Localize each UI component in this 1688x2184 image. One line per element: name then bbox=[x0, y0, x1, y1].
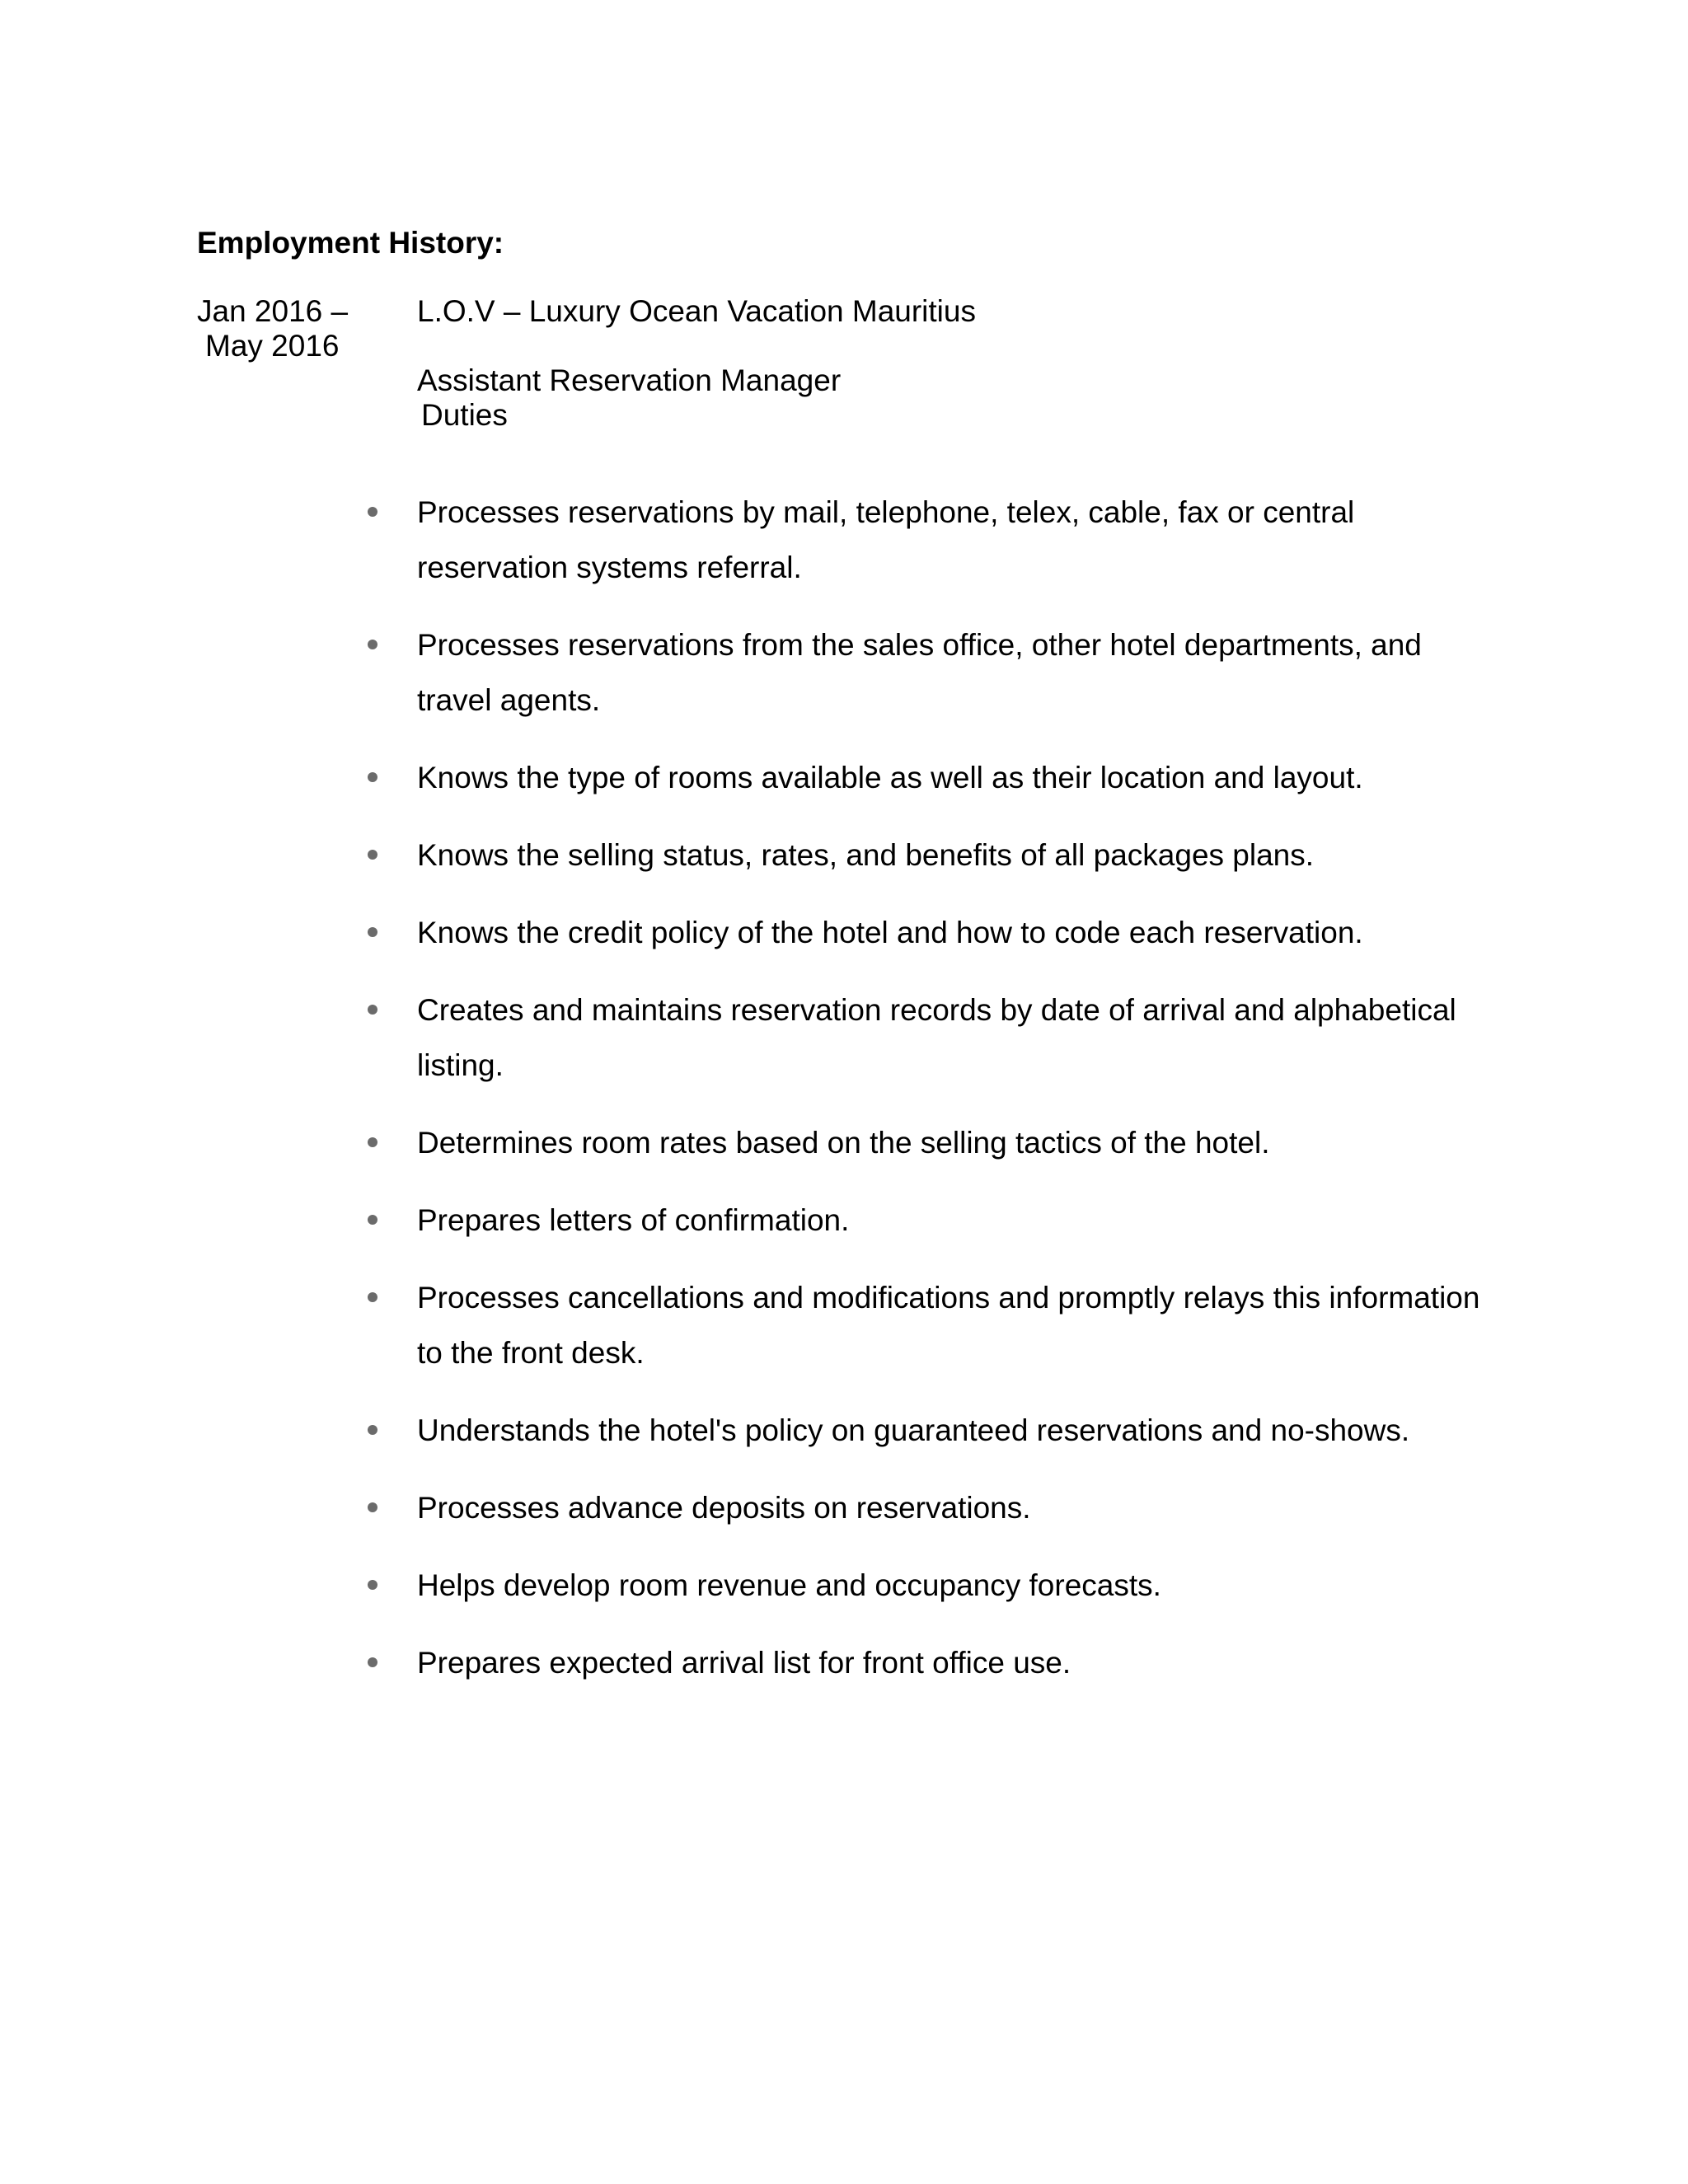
duty-item bbox=[417, 905, 1489, 960]
bullet-icon bbox=[368, 1137, 377, 1147]
duty-item bbox=[417, 1403, 1489, 1458]
bullet-icon bbox=[368, 1425, 377, 1435]
duty-item bbox=[417, 1193, 1489, 1248]
duty-text: Understands the hotel's policy on guaranteed reservations and no-shows. bbox=[417, 1413, 1410, 1447]
duty-text: Creates and maintains reservation records by date of arrival and alphabetical listing. bbox=[417, 993, 1456, 1082]
duty-item bbox=[417, 1480, 1489, 1535]
bullet-icon bbox=[368, 640, 377, 649]
bullet-icon bbox=[368, 850, 377, 860]
bullet-icon bbox=[368, 1502, 377, 1512]
duty-item bbox=[417, 982, 1489, 1093]
bullet-icon bbox=[368, 1292, 377, 1302]
bullet-icon bbox=[368, 1580, 377, 1590]
duty-item bbox=[417, 827, 1489, 883]
duty-text: Knows the selling status, rates, and benefits of all packages plans. bbox=[417, 838, 1315, 872]
duty-item bbox=[417, 1635, 1489, 1690]
duty-text: Processes reservations from the sales office, other hotel departments, and travel agents. bbox=[417, 628, 1422, 717]
duty-text: Prepares expected arrival list for front office use. bbox=[417, 1646, 1071, 1680]
duty-item bbox=[417, 617, 1489, 728]
duty-item bbox=[417, 1115, 1489, 1170]
duty-text: Knows the credit policy of the hotel and how to code each reservation. bbox=[417, 916, 1363, 949]
bullet-icon bbox=[368, 927, 377, 937]
bullet-icon bbox=[368, 507, 377, 517]
bullet-icon bbox=[368, 1657, 377, 1667]
date-end: May 2016 bbox=[205, 329, 340, 363]
duty-text: Prepares letters of confirmation. bbox=[417, 1203, 850, 1237]
duty-text: Knows the type of rooms available as well as their location and layout. bbox=[417, 761, 1363, 794]
duty-item bbox=[417, 1558, 1489, 1613]
bullet-icon bbox=[368, 1215, 377, 1225]
job-title: Assistant Reservation Manager bbox=[417, 363, 842, 397]
duties-label: Duties bbox=[421, 398, 508, 432]
employment-history-heading: Employment History: bbox=[197, 226, 504, 260]
bullet-icon bbox=[368, 1005, 377, 1015]
employer-name: L.O.V – Luxury Ocean Vacation Mauritius bbox=[417, 294, 976, 328]
date-start: Jan 2016 – bbox=[197, 294, 349, 328]
duty-item bbox=[417, 1270, 1489, 1380]
duty-text: Processes advance deposits on reservations. bbox=[417, 1491, 1031, 1525]
bullet-icon bbox=[368, 772, 377, 782]
duty-text: Processes reservations by mail, telephone, telex, cable, fax or central reservation systems referral. bbox=[417, 495, 1355, 584]
duties-list bbox=[417, 485, 1489, 1713]
duty-text: Helps develop room revenue and occupancy forecasts. bbox=[417, 1568, 1161, 1602]
duty-text: Processes cancellations and modifications and promptly relays this information to the front desk. bbox=[417, 1281, 1480, 1370]
duty-item bbox=[417, 485, 1489, 595]
duty-text: Determines room rates based on the selling tactics of the hotel. bbox=[417, 1126, 1270, 1160]
employment-date-range bbox=[197, 294, 348, 363]
duty-item bbox=[417, 750, 1489, 805]
